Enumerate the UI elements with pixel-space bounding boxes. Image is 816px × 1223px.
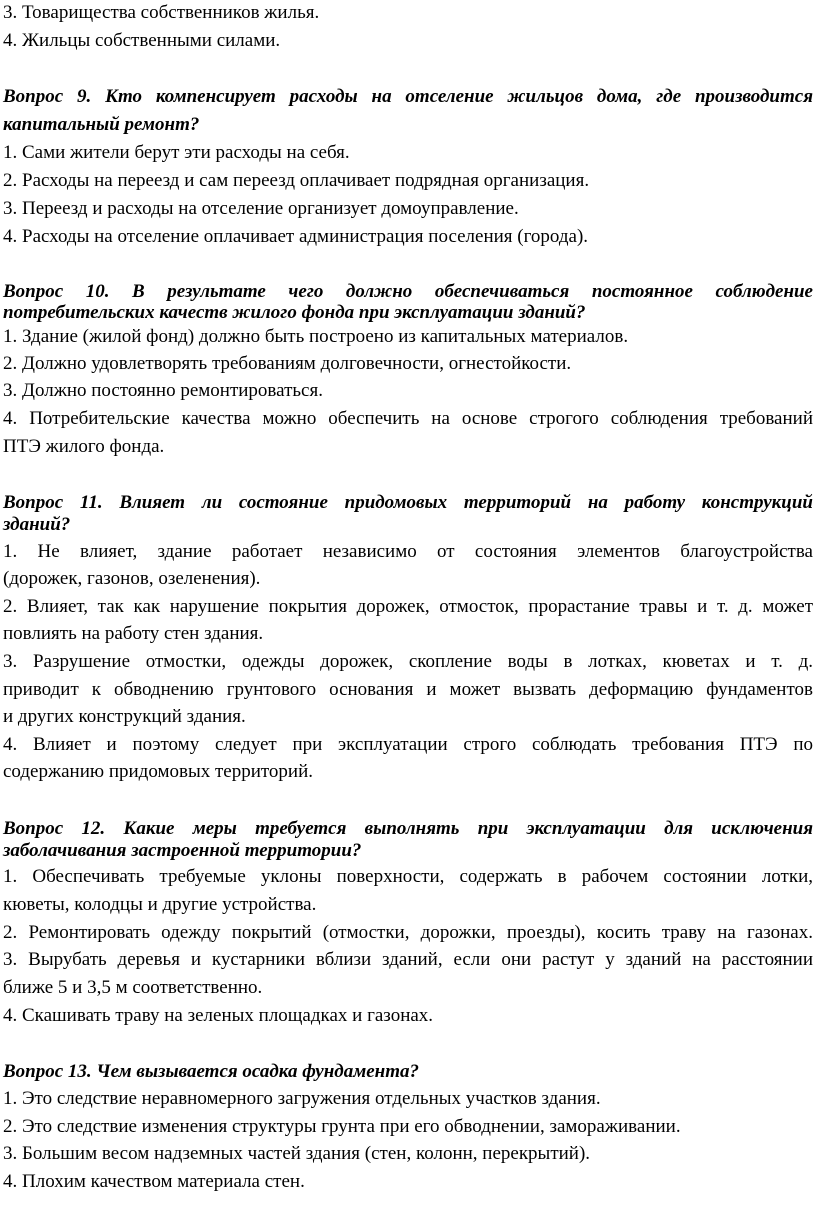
answer-option: (дорожек, газонов, озеленения). xyxy=(3,568,261,589)
answer-option: и других конструкций здания. xyxy=(3,706,246,727)
question-heading: Вопрос 13. Чем вызывается осадка фундамента? xyxy=(3,1061,419,1082)
answer-option: 4. Потребительские качества можно обеспечить на основе строгого соблюдения требований xyxy=(3,408,813,429)
question-heading: Вопрос 12. Какие меры требуется выполнять при эксплуатации для исключения xyxy=(3,818,813,839)
answer-option: 1. Не влияет, здание работает независимо от состояния элементов благоустройства xyxy=(3,541,813,562)
text-line: 3. Товарищества собственников жилья. xyxy=(3,2,320,23)
answer-option: приводит к обводнению грунтового основания и может вызвать деформацию фундаментов xyxy=(3,679,813,700)
answer-option: 4. Влияет и поэтому следует при эксплуатации строго соблюдать требования ПТЭ по xyxy=(3,734,813,755)
answer-option: 3. Должно постоянно ремонтироваться. xyxy=(3,380,323,401)
answer-option: 3. Вырубать деревья и кустарники вблизи зданий, если они растут у зданий на расстоянии xyxy=(3,949,813,970)
answer-option: содержанию придомовых территорий. xyxy=(3,761,314,782)
answer-option: кюветы, колодцы и другие устройства. xyxy=(3,894,317,915)
answer-option: 3. Разрушение отмостки, одежды дорожек, скопление воды в лотках, кюветах и т. д. xyxy=(3,651,813,672)
answer-option: 1. Это следствие неравномерного загружения отдельных участков здания. xyxy=(3,1088,601,1109)
answer-option: 2. Должно удовлетворять требованиям долговечности, огнестойкости. xyxy=(3,353,572,374)
answer-option: 1. Здание (жилой фонд) должно быть построено из капитальных материалов. xyxy=(3,326,629,347)
question-heading: Вопрос 11. Влияет ли состояние придомовых территорий на работу конструкций xyxy=(3,492,813,513)
question-heading: потребительских качеств жилого фонда при эксплуатации зданий? xyxy=(3,302,586,323)
answer-option: ближе 5 и 3,5 м соответственно. xyxy=(3,977,263,998)
question-heading: Вопрос 10. В результате чего должно обеспечиваться постоянное соблюдение xyxy=(3,281,813,302)
question-heading: зданий? xyxy=(3,514,71,535)
answer-option: ПТЭ жилого фонда. xyxy=(3,436,165,457)
answer-option: 4. Скашивать траву на зеленых площадках и газонах. xyxy=(3,1005,434,1026)
answer-option: 2. Расходы на переезд и сам переезд оплачивает подрядная организация. xyxy=(3,170,590,191)
answer-option: 2. Влияет, так как нарушение покрытия дорожек, отмосток, прорастание травы и т. д. может xyxy=(3,596,813,617)
question-heading: заболачивания застроенной территории? xyxy=(3,840,362,861)
answer-option: 4. Расходы на отселение оплачивает администрация поселения (города). xyxy=(3,226,589,247)
answer-option: 1. Сами жители берут эти расходы на себя. xyxy=(3,142,350,163)
question-heading: Вопрос 9. Кто компенсирует расходы на отселение жильцов дома, где производится xyxy=(3,86,813,107)
text-line: 4. Жильцы собственными силами. xyxy=(3,30,281,51)
answer-option: 2. Это следствие изменения структуры грунта при его обводнении, замораживании. xyxy=(3,1116,681,1137)
question-heading: капитальный ремонт? xyxy=(3,114,200,135)
answer-option: 2. Ремонтировать одежду покрытий (отмостки, дорожки, проезды), косить траву на газонах. xyxy=(3,922,813,943)
answer-option: повлиять на работу стен здания. xyxy=(3,623,264,644)
answer-option: 3. Большим весом надземных частей здания (стен, колонн, перекрытий). xyxy=(3,1143,591,1164)
answer-option: 1. Обеспечивать требуемые уклоны поверхности, содержать в рабочем состоянии лотки, xyxy=(3,866,813,887)
answer-option: 4. Плохим качеством материала стен. xyxy=(3,1171,305,1192)
answer-option: 3. Переезд и расходы на отселение организует домоуправление. xyxy=(3,198,519,219)
